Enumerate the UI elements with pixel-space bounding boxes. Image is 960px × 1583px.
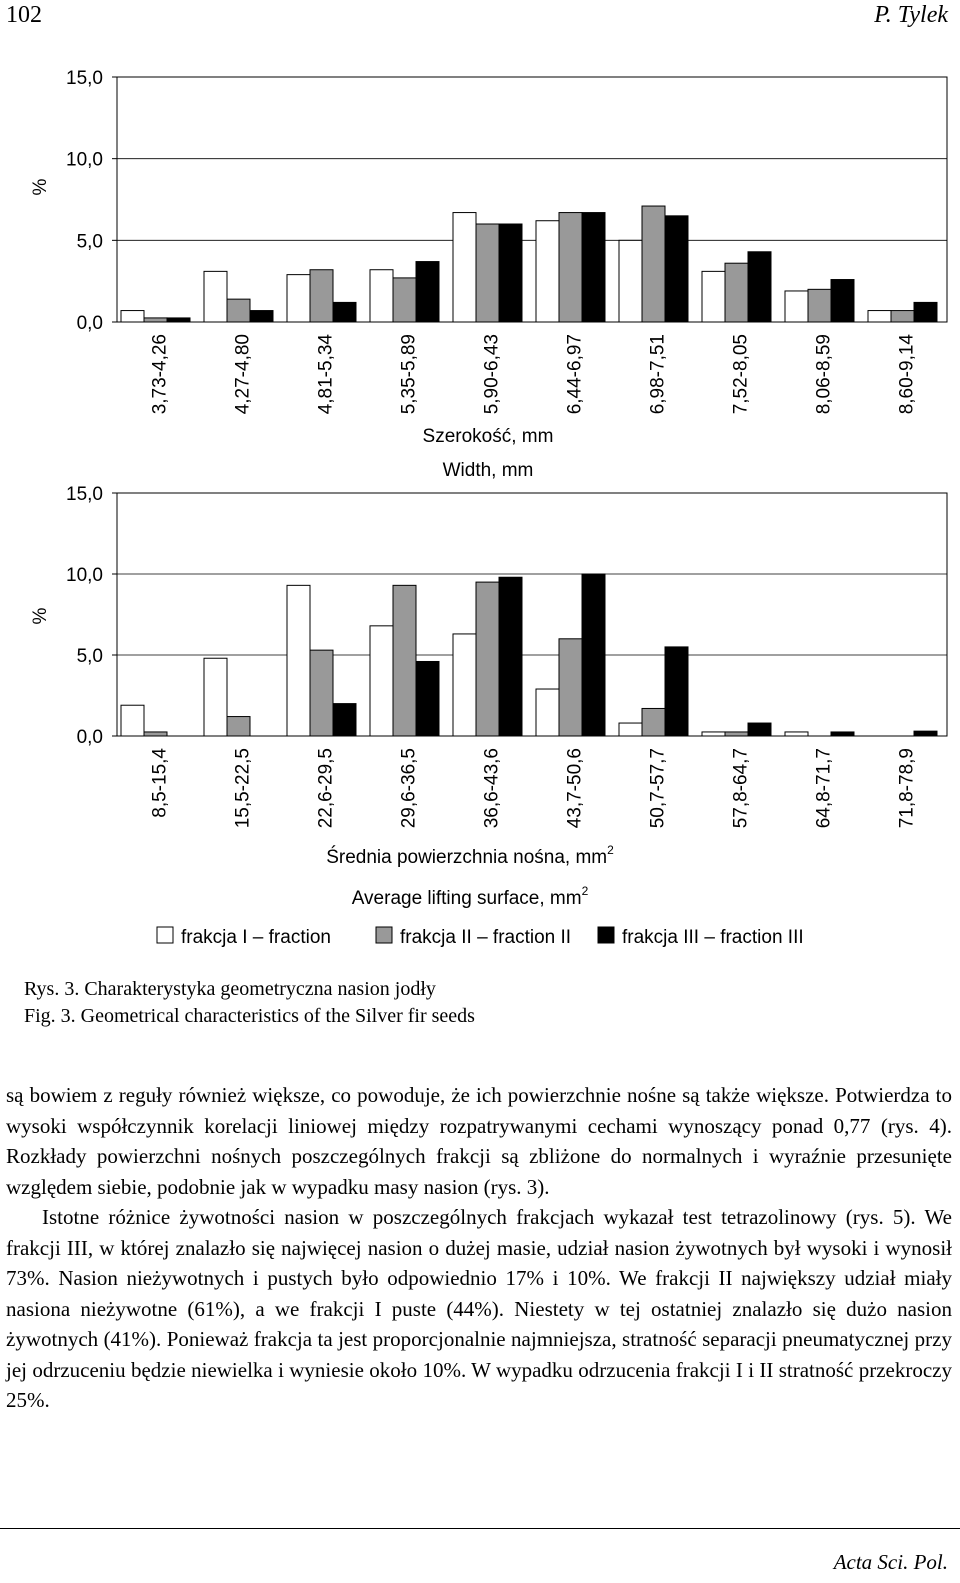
chart-1-bar <box>416 262 439 322</box>
chart-1-bar <box>310 270 333 322</box>
chart-1-bar <box>204 271 227 322</box>
chart-1-x-tick-label: 8,60-9,14 <box>896 334 918 415</box>
chart-2-bar <box>370 626 393 736</box>
chart-1-bar <box>702 271 725 322</box>
chart-2-bar <box>204 658 227 736</box>
chart-2-bar <box>287 585 310 736</box>
chart-1-bar <box>393 278 416 322</box>
chart-1-x-tick-label: 6,44-6,97 <box>564 334 586 415</box>
chart-2-bar <box>582 574 605 736</box>
chart-2-x-tick-label: 8,5-15,4 <box>149 748 171 818</box>
chart-1-bar <box>914 302 937 322</box>
chart-2-bar <box>453 634 476 736</box>
chart-2-x-tick-label: 71,8-78,9 <box>896 748 918 829</box>
chart-2-bar <box>914 731 937 736</box>
chart-1-bar <box>619 240 642 322</box>
chart-2-bar <box>333 704 356 736</box>
legend-label: frakcja III – fraction III <box>622 927 804 948</box>
chart-1-plot-frame <box>117 77 947 322</box>
page-header <box>0 0 960 40</box>
chart-2-x-axis-title-superscript: 2 <box>607 843 614 857</box>
chart-2-bar <box>416 661 439 736</box>
chart-2-x-axis-title-superscript: 2 <box>581 884 589 898</box>
chart-2-y-tick-label: 5,0 <box>76 646 103 667</box>
footer-rule <box>0 1528 960 1529</box>
chart-1-x-axis-title-polish: Szerokość, mm <box>422 426 554 447</box>
chart-2-x-tick-label: 57,8-64,7 <box>730 748 752 829</box>
chart-1-bar <box>891 311 914 322</box>
chart-1-bar <box>333 302 356 322</box>
chart-1-bar <box>144 318 167 322</box>
chart-2-x-tick-label: 43,7-50,6 <box>564 748 586 829</box>
chart-1-y-tick-label: 15,0 <box>66 68 103 89</box>
chart-2-x-tick-label: 15,5-22,5 <box>232 748 254 829</box>
chart-2-bar <box>536 689 559 736</box>
chart-1-bar <box>785 291 808 322</box>
chart-1-x-tick-label: 8,06-8,59 <box>813 334 835 415</box>
chart-1-y-tick-label: 0,0 <box>76 313 103 334</box>
chart-2-bar <box>831 732 854 736</box>
chart-2-plot-frame <box>117 493 947 736</box>
chart-2-bar <box>121 705 144 736</box>
chart-1-bar <box>370 270 393 322</box>
chart-2-bar <box>499 577 522 736</box>
chart-2-bar <box>619 723 642 736</box>
paragraph-1: są bowiem z reguły również większe, co powoduje, że ich powierzchnie nośne są także większe. Potwierdza to wysoki współczynnik korelacji liniowej między rozpatrywanymi cechami wynoszący ponad 0,77 (rys. 4). Rozkłady powierzchni nośnych poszczególnych frakcji są zbliżone do normalnych i wyraźnie przesunięte względem siebie, podobnie jak w wypadku masy nasion (rys. 3). <box>6 1083 952 1199</box>
chart-1-x-tick-label: 4,27-4,80 <box>232 334 254 415</box>
chart-2-bar <box>665 647 688 736</box>
chart-1-x-tick-label: 3,73-4,26 <box>149 334 171 415</box>
chart-2-bar <box>227 717 250 736</box>
legend-swatch <box>376 927 392 943</box>
chart-1-bar <box>453 213 476 322</box>
chart-2-bar <box>476 582 499 736</box>
chart-1-bar <box>868 311 891 322</box>
chart-2-x-tick-label: 22,6-29,5 <box>315 748 337 829</box>
chart-2-bar <box>785 732 808 736</box>
paragraph-2: Istotne różnice żywotności nasion w poszczególnych frakcjach wykazał test tetrazolinowy (rys. 5). We frakcji III, w której znalazło się najwięcej nasion o dużej masie, udział nasion żywotnych był wysoki i wynosił 73%. Nasion nieżywotnych i pustych było odpowiednio 17% i 10%. We frakcji II największy udział miały nasiona nieżywotne (61%), a we frakcji I puste (44%). Niestety w tej ostatniej znalazło się dużo nasion żywotnych (41%). Ponieważ frakcja ta jest proporcjonalnie najmniejsza, stratność separacji pneumatycznej przy jej odrzuceniu będzie niewielka i wyniesie około 10%. W wypadku odrzucenia frakcji I i II stratność przekroczy 25%. <box>6 1205 952 1412</box>
legend-label: frakcja I – fraction <box>181 927 331 948</box>
chart-1-bar <box>725 263 748 322</box>
chart-1-bar <box>748 252 771 322</box>
chart-1-bar <box>287 275 310 322</box>
chart-2-bar <box>310 650 333 736</box>
width-histogram-chart <box>0 40 960 490</box>
legend-swatch <box>598 927 614 943</box>
figure-caption-english: Fig. 3. Geometrical characteristics of the Silver fir seeds <box>24 1005 475 1027</box>
chart-2-bar <box>393 585 416 736</box>
figure-caption-polish: Rys. 3. Charakterystyka geometryczna nasion jodły <box>24 978 436 1000</box>
chart-1-bar <box>167 318 190 322</box>
legend-swatch <box>157 927 173 943</box>
chart-2-bar <box>748 723 771 736</box>
chart-2-x-tick-label: 64,8-71,7 <box>813 748 835 829</box>
chart-2-bar <box>702 732 725 736</box>
chart-1-bar <box>499 224 522 322</box>
chart-2-y-tick-label: 0,0 <box>76 727 103 748</box>
chart-2-x-axis-title-english: Average lifting surface, $mm^2$ <box>351 884 589 909</box>
chart-1-x-axis-title-english: Width, mm <box>442 460 534 481</box>
chart-2-y-tick-label: 15,0 <box>66 484 103 505</box>
chart-2-x-tick-label: 36,6-43,6 <box>481 748 503 829</box>
running-head-author: P. Tylek <box>874 2 948 28</box>
chart-1-x-tick-label: 5,90-6,43 <box>481 334 503 415</box>
chart-1-x-tick-label: 4,81-5,34 <box>315 334 337 415</box>
chart-1-bar <box>665 216 688 322</box>
chart-2-x-axis-title-polish: Średnia powierzchnia nośna, $mm^2$ <box>326 843 614 868</box>
chart-1-bar <box>559 213 582 322</box>
chart-1-bar <box>227 299 250 322</box>
legend-label: frakcja II – fraction II <box>400 927 572 948</box>
chart-2-y-axis-label: % <box>30 607 51 625</box>
chart-1-y-axis-label: % <box>30 178 51 196</box>
chart-1-bar <box>831 280 854 322</box>
chart-1-bar <box>121 311 144 322</box>
chart-2-bar <box>725 732 748 736</box>
chart-1-bar <box>476 224 499 322</box>
chart-2-x-tick-label: 50,7-57,7 <box>647 748 669 829</box>
chart-1-bar <box>642 206 665 322</box>
chart-2-bar <box>559 639 582 736</box>
chart-2-x-tick-label: 29,6-36,5 <box>398 748 420 829</box>
chart-1-x-tick-label: 5,35-5,89 <box>398 334 420 415</box>
lifting-surface-histogram-chart <box>0 480 960 910</box>
chart-1-x-tick-label: 6,98-7,51 <box>647 334 669 415</box>
chart-1-bar <box>808 289 831 322</box>
chart-2-bar <box>642 708 665 736</box>
chart-1-y-tick-label: 10,0 <box>66 149 103 171</box>
journal-name: Acta Sci. Pol. <box>833 1550 948 1574</box>
chart-1-x-tick-label: 7,52-8,05 <box>730 334 752 415</box>
chart-1-bar <box>582 213 605 322</box>
chart-2-y-tick-label: 10,0 <box>66 565 103 586</box>
chart-1-bar <box>536 221 559 322</box>
body-text <box>6 1080 952 1416</box>
chart-2-bar <box>144 732 167 736</box>
chart-1-y-tick-label: 5,0 <box>76 231 103 253</box>
chart-1-bar <box>250 311 273 322</box>
page-number: 102 <box>6 2 42 28</box>
chart-legend <box>0 920 960 954</box>
